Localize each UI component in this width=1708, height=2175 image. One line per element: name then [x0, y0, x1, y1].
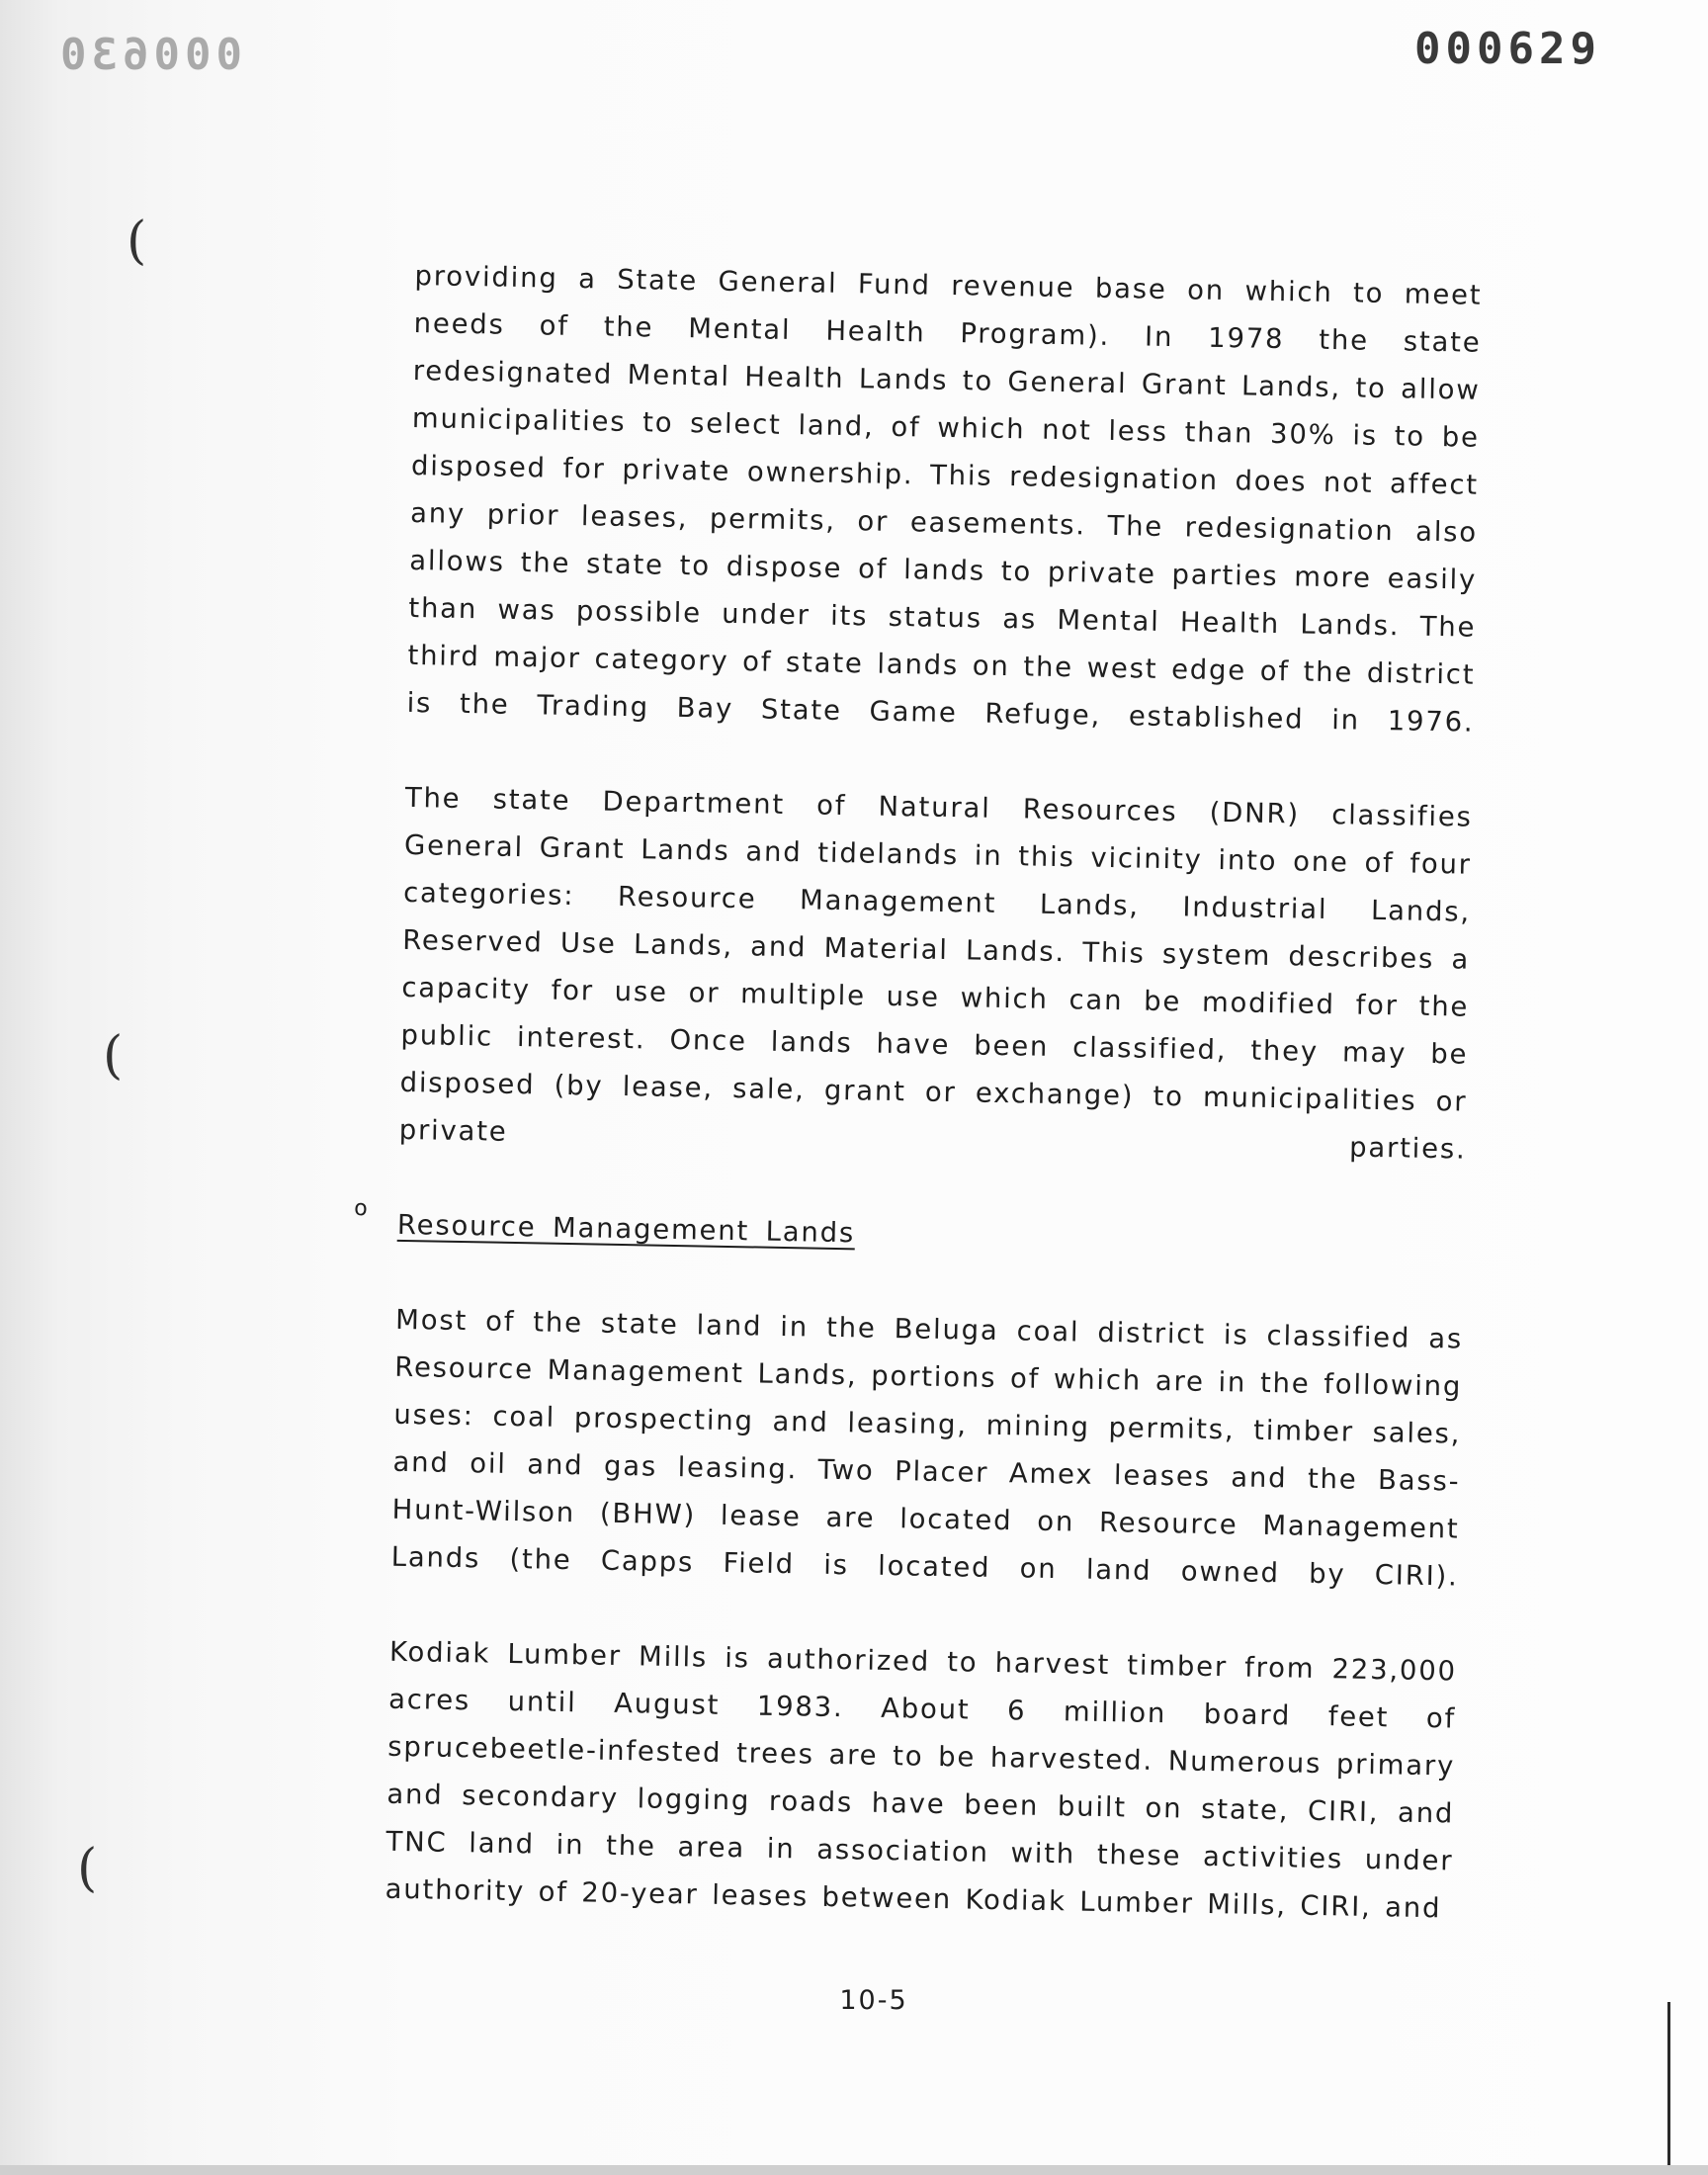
section-heading: Resource Management Lands	[396, 1208, 856, 1250]
paragraph-mental-health-lands: providing a State General Fund revenue base on which to meet needs of the Mental Health Program). In 1978 the state redesignated Mental Health Lands to General Grant Lands, to allow municipalities to select land, of which not less than 30% is to be disposed for private ownership. This redesignation does not affect any prior leases, permits, or easements. The redesignation also allows the state to dispose of lands to private parties more easily than was possible under its status as Mental Health Lands. The third major category of state lands on the west edge of the district is the Trading Bay State Game Refuge, established in 1976.	[406, 259, 1483, 739]
mirrored-page-stamp: 000630	[55, 30, 242, 80]
page-number: 10-5	[839, 1985, 908, 2016]
document-body	[354, 252, 1483, 1933]
paragraph-kodiak-lumber: Kodiak Lumber Mills is authorized to harvest timber from 223,000 acres until August 1983. About 6 million board feet of sprucebeetle-infested trees are to be harvested. Numerous primary and secondary logging roads have been built on state, CIRI, and TNC land in the area in association with these activities under authority of 20-year leases between Kodiak Lumber Mills, CIRI, and	[384, 1635, 1458, 1925]
paragraph-dnr-classification: The state Department of Natural Resources (DNR) classifies General Grant Lands and tidelands in this vicinity into one of four categories: Resource Management Lands, Industrial Lands, Reserved Use Lands, and Material Lands. This system describes a capacity for use or multiple use which can be modified for the public interest. Once lands have been classified, they may be disposed (by lease, sale, grant or exchange) to municipalities or private parties.	[398, 781, 1473, 1166]
margin-mark-top: (	[127, 212, 147, 271]
margin-mark-bottom: (	[77, 1839, 98, 1898]
scan-edge-line	[1667, 2002, 1670, 2170]
bullet-marker: o	[354, 1196, 368, 1222]
margin-mark-middle: (	[103, 1026, 124, 1086]
page-stamp-number: 000629	[1414, 24, 1601, 74]
paragraph-resource-management: Most of the state land in the Beluga coal district is classified as Resource Management Lands, portions of which are in the following uses: coal prospecting and leasing, mining permits, timber sales, and oil and gas leasing. Two Placer Amex leases and the Bass-Hunt-Wilson (BHW) lease are located on Resource Management Lands (the Capps Field is located on land owned by CIRI).	[390, 1303, 1464, 1593]
